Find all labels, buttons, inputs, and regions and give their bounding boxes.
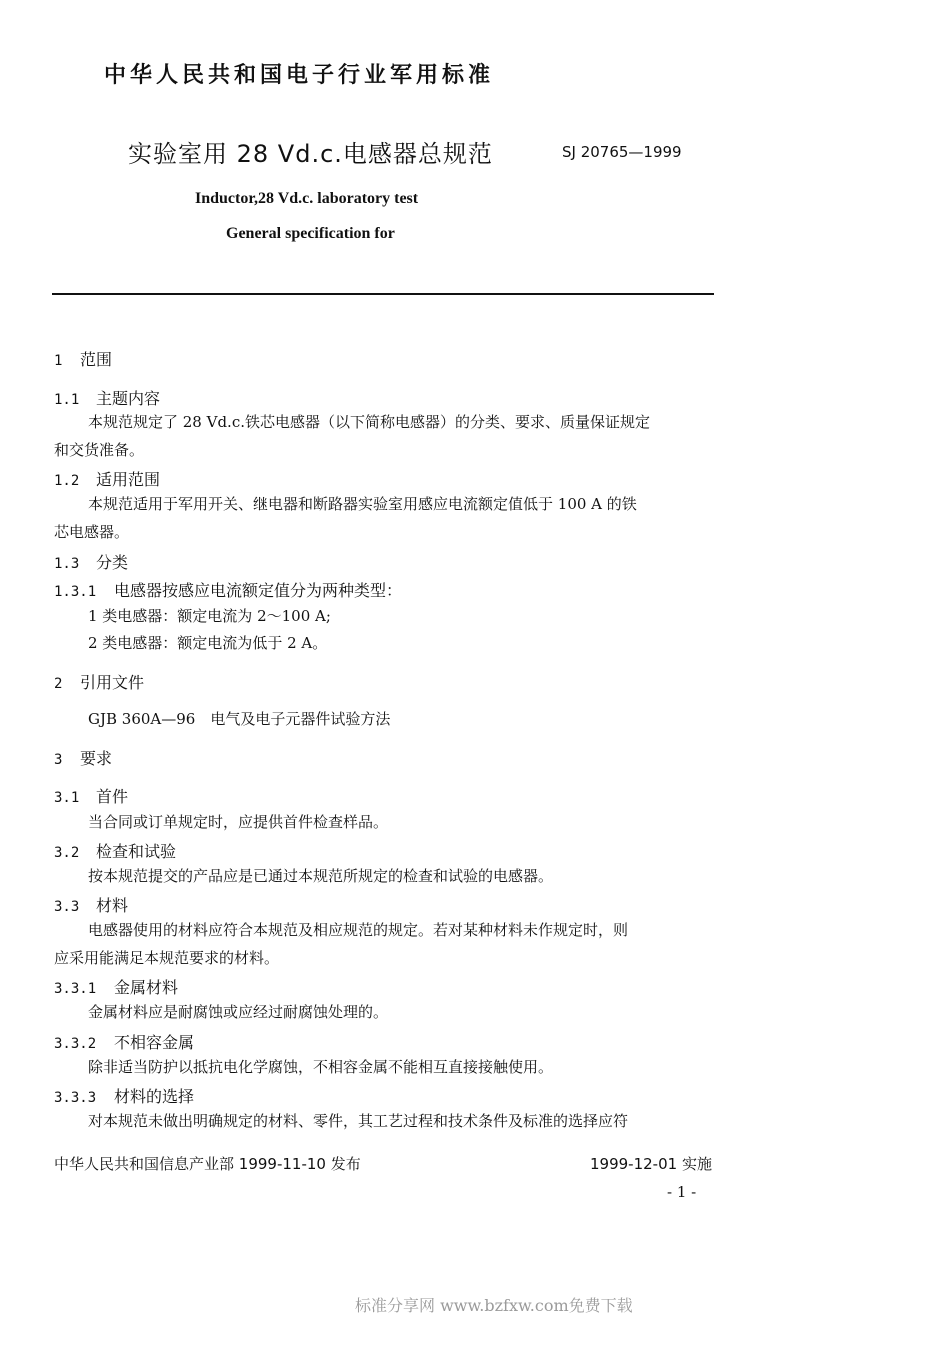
section-3-2-heading	[54, 839, 176, 862]
section-3-heading	[54, 746, 112, 769]
section-number: 3	[54, 752, 63, 768]
section-title: 要求	[80, 749, 113, 768]
section-title: 引用文件	[80, 673, 145, 692]
watermark: 标准分享网 www.bzfxw.com免费下载	[355, 1296, 633, 1315]
paragraph-line: 金属材料应是耐腐蚀或应经过耐腐蚀处理的。	[88, 1003, 389, 1021]
list-item: 1 类电感器：额定电流为 2～100 A;	[88, 607, 331, 625]
section-title: 电感器按感应电流额定值分为两种类型：	[114, 581, 403, 600]
standard-series-title: 中华人民共和国电子行业军用标准	[104, 63, 495, 88]
section-title: 主题内容	[96, 389, 161, 408]
section-3-3-heading	[54, 893, 128, 916]
document-title-en-line1: Inductor,28 Vd.c. laboratory test	[195, 190, 419, 207]
section-number: 1.1	[54, 392, 80, 408]
section-number: 3.3.3	[54, 1090, 97, 1106]
section-1-heading	[54, 347, 112, 370]
effective-date: 1999-12-01 实施	[590, 1155, 712, 1173]
paragraph-line: 电感器使用的材料应符合本规范及相应规范的规定。若对某种材料未作规定时，则	[88, 921, 629, 939]
section-number: 1.3.1	[54, 584, 97, 600]
section-number: 1	[54, 353, 63, 369]
section-title: 范围	[80, 350, 113, 369]
section-1-1-heading	[54, 386, 160, 409]
page-number: - 1 -	[667, 1183, 697, 1201]
section-number: 3.3	[54, 899, 80, 915]
header-divider	[52, 293, 714, 295]
section-title: 分类	[96, 553, 129, 572]
section-title: 首件	[96, 787, 129, 806]
paragraph-line: 当合同或订单规定时，应提供首件检查样品。	[88, 813, 389, 831]
section-number: 1.3	[54, 556, 80, 572]
section-number: 3.1	[54, 790, 80, 806]
paragraph-line: 和交货准备。	[54, 441, 145, 459]
paragraph-line: 本规范规定了 28 Vd.c.铁芯电感器（以下简称电感器）的分类、要求、质量保证规定	[88, 413, 650, 431]
paragraph-line: 按本规范提交的产品应是已通过本规范所规定的检查和试验的电感器。	[88, 867, 554, 885]
document-title-en-line2: General specification for	[226, 225, 395, 242]
section-3-3-3-heading	[54, 1084, 194, 1107]
section-number: 3.3.2	[54, 1036, 97, 1052]
list-item: 2 类电感器：额定电流为低于 2 A。	[88, 634, 328, 652]
paragraph-line: 除非适当防护以抵抗电化学腐蚀，不相容金属不能相互直接接触使用。	[88, 1058, 554, 1076]
document-title-cn: 实验室用 28 Vd.c.电感器总规范	[128, 140, 493, 168]
section-number: 3.2	[54, 845, 80, 861]
section-2-heading	[54, 670, 144, 693]
section-number: 3.3.1	[54, 981, 97, 997]
paragraph-line: 对本规范未做出明确规定的材料、零件，其工艺过程和技术条件及标准的选择应符	[88, 1112, 629, 1130]
section-3-1-heading	[54, 784, 128, 807]
paragraph-line: 芯电感器。	[54, 523, 130, 541]
section-3-3-2-heading	[54, 1030, 194, 1053]
section-title: 材料	[96, 896, 129, 915]
paragraph-line: 应采用能满足本规范要求的材料。	[54, 949, 280, 967]
section-1-3-1-heading	[54, 578, 402, 601]
section-title: 适用范围	[96, 470, 161, 489]
section-title: 材料的选择	[114, 1087, 195, 1106]
section-1-3-heading	[54, 550, 128, 573]
section-title: 金属材料	[114, 978, 179, 997]
section-number: 2	[54, 676, 63, 692]
issue-info: 中华人民共和国信息产业部 1999-11-10 发布	[54, 1155, 361, 1173]
reference-document: GJB 360A—96 电气及电子元器件试验方法	[88, 710, 391, 728]
section-title: 检查和试验	[96, 842, 177, 861]
standard-number: SJ 20765—1999	[562, 143, 682, 161]
section-title: 不相容金属	[114, 1033, 195, 1052]
section-3-3-1-heading	[54, 975, 178, 998]
paragraph-line: 本规范适用于军用开关、继电器和断路器实验室用感应电流额定值低于 100 A 的铁	[88, 495, 637, 513]
section-1-2-heading	[54, 467, 160, 490]
section-number: 1.2	[54, 473, 80, 489]
